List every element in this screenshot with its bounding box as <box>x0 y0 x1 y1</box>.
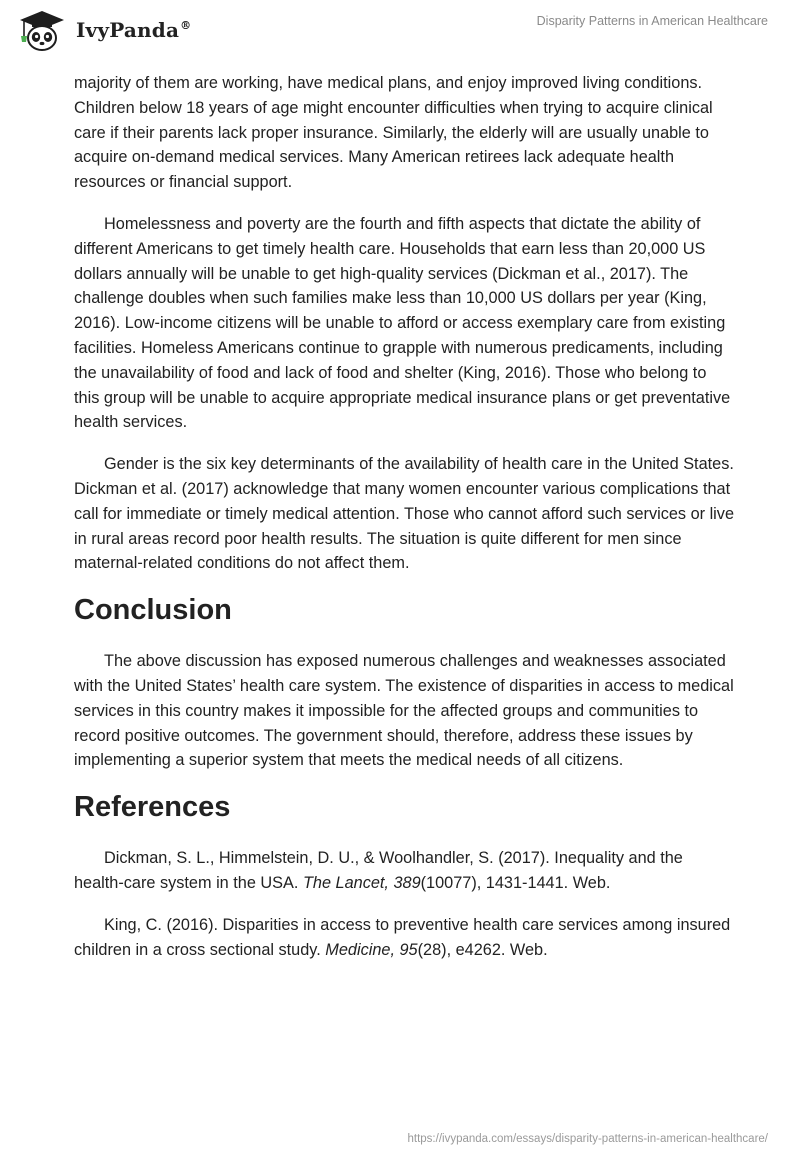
essay-content <box>74 71 734 979</box>
panda-graduation-cap-icon <box>14 8 70 52</box>
conclusion-paragraph: The above discussion has exposed numerous challenges and weaknesses associated with the United States’ health care system. The existence of disparities in access to medical services in this country makes it impossible for the affected groups and communities to record positive outcomes. The government should, therefore, address these issues by implementing a superior system that meets the medical needs of all citizens. <box>74 652 734 770</box>
reference-journal: Medicine, 95 <box>325 940 418 959</box>
reference-item: Dickman, S. L., Himmelstein, D. U., & Woolhandler, S. (2017). Inequality and the health-care system in the USA. The Lancet, 389(10077), 1431-1441. Web. <box>74 849 683 892</box>
document-title: Disparity Patterns in American Healthcare <box>536 14 768 28</box>
page-header <box>0 0 800 70</box>
source-url-link[interactable]: https://ivypanda.com/essays/disparity-patterns-in-american-healthcare/ <box>407 1133 768 1145</box>
paragraph-gender: Gender is the six key determinants of the availability of health care in the United States. Dickman et al. (2017) acknowledge that many women encounter various complications that call for immediate or timely medical attention. Those who cannot afford such services or live in rural areas record poor health results. The situation is quite different for men since maternal-related conditions do not affect them. <box>74 455 734 573</box>
reference-item: King, C. (2016). Disparities in access to preventive health care services among insured children in a cross sectional study. Medicine, 95(28), e4262. Web. <box>74 915 731 959</box>
conclusion-heading: Conclusion <box>74 594 232 627</box>
reference-journal: The Lancet, 389 <box>302 873 421 892</box>
brand-name: IvyPanda® <box>76 18 192 42</box>
paragraph-poverty: Homelessness and poverty are the fourth and fifth aspects that dictate the ability of different Americans to get timely health care. Households that earn less than 20,000 US dollars annually will be unable to get high-quality services (Dickman et al., 2017). The challenge doubles when such families make less than 10,000 US dollars per year (King, 2016). Low-income citizens will be unable to afford or access exemplary care from existing facilities. Homeless Americans continue to grapple with numerous predicaments, including the unavailability of food and lack of food and shelter (King, 2016). Those who belong to this group will be unable to acquire appropriate medical insurance plans or get preventative health services. <box>74 214 731 432</box>
ivypanda-logo[interactable] <box>14 8 191 52</box>
references-heading: References <box>74 791 231 824</box>
paragraph-continued: majority of them are working, have medical plans, and enjoy improved living conditions. Children below 18 years of age might encounter difficulties when trying to acquire clinical care if their parents lack proper insurance. Similarly, the elderly will are usually unable to acquire on-demand medical services. Many American retirees lack adequate health resources or financial support. <box>74 74 713 192</box>
